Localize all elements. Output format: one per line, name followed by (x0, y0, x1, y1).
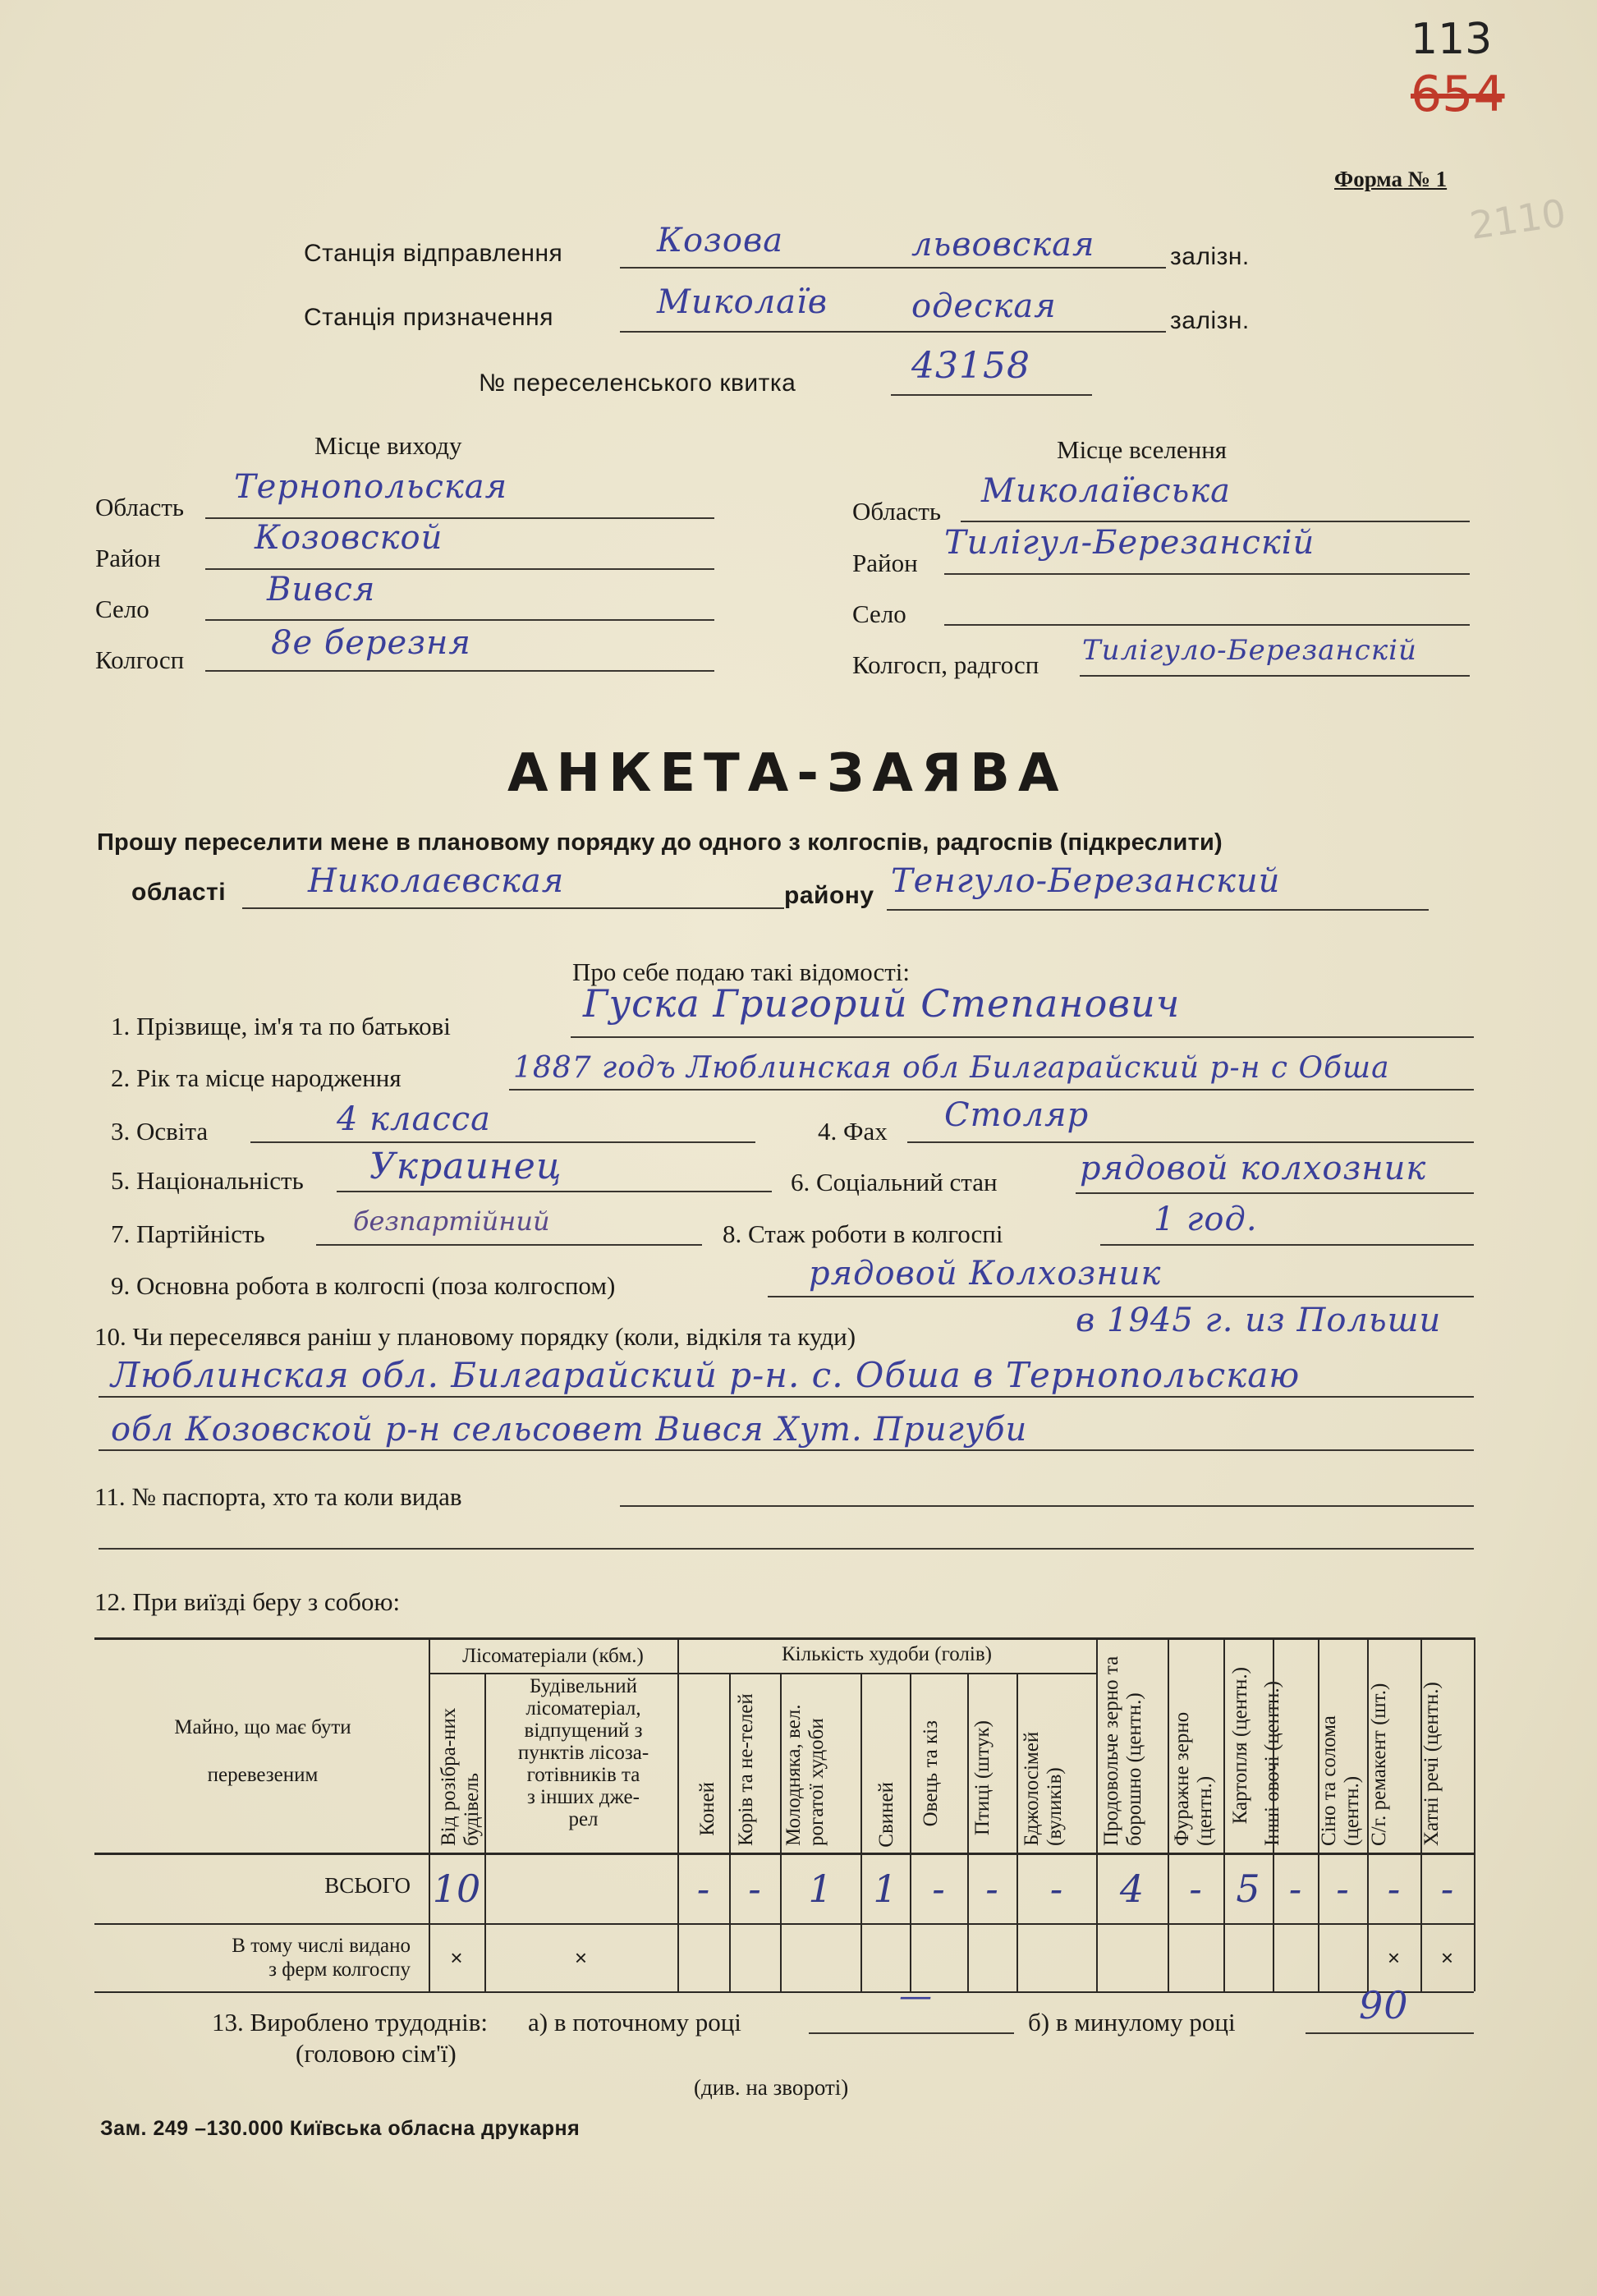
origin-kolhosp-line (205, 670, 714, 672)
table-column-divider (729, 1673, 731, 1991)
table-row-issued-line2: з ферм колгоспу (268, 1958, 411, 1981)
destination-heading: Місце вселення (1057, 435, 1228, 464)
departure-station-line (620, 267, 1166, 269)
archive-number-crossed: 654 (1411, 66, 1505, 123)
origin-heading: Місце виходу (314, 431, 462, 460)
table-total-cell: - (1288, 1867, 1302, 1911)
field-4-line (907, 1141, 1474, 1143)
table-row-issued-line1: В тому числі видано (232, 1935, 411, 1957)
table-column-divider (860, 1673, 862, 1991)
table-top-border (94, 1637, 1474, 1640)
table-row-header (99, 1704, 427, 1799)
destination-selo-label: Село (852, 599, 906, 628)
destination-raion-label: Район (852, 549, 918, 577)
table-col-inventory: С/г. ремакент (шт.) (1368, 1683, 1390, 1846)
table-group-lumber: Лісоматеріали (кбм.) (462, 1645, 644, 1667)
table-column-divider (1223, 1637, 1225, 1991)
table-col-pigs: Свиней (875, 1782, 897, 1848)
origin-oblast-label: Область (95, 493, 185, 521)
request-raion-value: Тенгуло-Березанский (891, 862, 1281, 900)
table-total-cell: 1 (873, 1867, 897, 1911)
table-column-divider (780, 1673, 782, 1991)
workdays-previous-line (1306, 2032, 1474, 2034)
field-2-label: 2. Рік та місце народження (111, 1063, 402, 1092)
field-9-label: 9. Основна робота в колгоспі (поза колгоспом) (111, 1271, 616, 1300)
origin-raion-value: Козовской (255, 519, 443, 557)
ticket-label: № переселенського квитка (479, 370, 796, 397)
table-column-divider (1168, 1637, 1169, 1991)
table-row-header-line2: перевезеним (207, 1764, 319, 1786)
field-8-value: 1 год. (1154, 1201, 1258, 1238)
table-col-lumber-building-5: готівників та (526, 1764, 640, 1786)
field-3-value: 4 класса (337, 1100, 492, 1138)
field-6-label: 6. Соціальний стан (791, 1168, 998, 1196)
field-1-label: 1. Прізвище, ім'я та по батькові (111, 1012, 451, 1040)
field-1-line (571, 1036, 1474, 1038)
page-title: АНКЕТА-ЗАЯВА (507, 743, 1067, 804)
table-column-divider (677, 1637, 679, 1991)
table-group-livestock-underline (677, 1673, 1096, 1674)
table-col-food-grain: Продовольче зерно та борошно (центн.) (1100, 1655, 1145, 1846)
table-total-cell: - (1049, 1867, 1063, 1911)
field-7-label: 7. Партійність (111, 1219, 265, 1248)
origin-selo-value: Вився (267, 571, 376, 608)
table-row-total-label: ВСЬОГО (324, 1873, 411, 1898)
info-heading: Про себе подаю такі відомості: (572, 957, 911, 986)
table-column-divider (1096, 1637, 1098, 1991)
table-col-cows: Корів та не-телей (735, 1693, 757, 1846)
table-column-divider (1318, 1637, 1319, 1991)
table-col-hay: Сіно та солома (центн.) (1318, 1715, 1363, 1846)
field-2-line (509, 1089, 1474, 1091)
table-col-lumber-building-3: відпущений з (524, 1720, 643, 1742)
field-6-line (1076, 1192, 1474, 1194)
table-col-vegetables: Інші овочі (центн.) (1261, 1681, 1283, 1846)
departure-railway-value: львовская (911, 226, 1095, 264)
table-group-livestock: Кількість худоби (голів) (782, 1643, 992, 1665)
table-row-header-line1: Майно, що має бути (174, 1716, 351, 1738)
origin-kolhosp-label: Колгосп (95, 645, 185, 674)
field-11-line-1 (620, 1505, 1474, 1507)
workdays-label-2: (головою сім'ї) (296, 2039, 457, 2068)
table-col-lumber-building-4: пунктів лісоза- (517, 1742, 649, 1764)
table-total-cell: - (1387, 1867, 1401, 1911)
field-4-value: Столяр (944, 1096, 1090, 1134)
field-11-label: 11. № паспорта, хто та коли видав (94, 1482, 462, 1511)
destination-railway-suffix: залізн. (1170, 307, 1250, 334)
table-col-sheep: Овець та кіз (920, 1720, 942, 1827)
destination-station-label: Станція призначення (304, 304, 553, 331)
destination-station-value: Миколаїв (657, 283, 828, 321)
table-col-lumber-demolition: Від розібра-них будівель (438, 1707, 483, 1846)
destination-raion-line (944, 573, 1470, 575)
field-2-value: 1887 годъ Люблинская обл Билгарайский р-н с Обша (513, 1051, 1390, 1085)
origin-selo-line (205, 619, 714, 621)
table-col-lumber-building (491, 1675, 676, 1830)
field-12-label: 12. При виїзді беру з собою: (94, 1587, 401, 1616)
table-total-cell: 4 (1119, 1867, 1145, 1911)
table-total-cell: 1 (808, 1867, 833, 1911)
see-reverse: (див. на звороті) (694, 2075, 849, 2100)
field-8-label: 8. Стаж роботи в колгоспі (723, 1219, 1003, 1248)
field-5-label: 5. Національність (111, 1166, 304, 1195)
field-4-label: 4. Фах (818, 1117, 888, 1146)
destination-selo-line (944, 624, 1470, 626)
table-total-cell: - (696, 1867, 710, 1911)
request-oblast-value: Николаєвская (308, 862, 565, 900)
field-9-value: рядовой Колхозник (809, 1255, 1162, 1293)
table-issued-cell: × (1440, 1945, 1454, 1970)
archive-number: 113 (1411, 15, 1493, 64)
table-column-divider (1474, 1637, 1475, 1991)
table-issued-cell: × (1387, 1945, 1401, 1970)
table-column-divider (1273, 1637, 1274, 1991)
table-issued-cell: × (450, 1945, 463, 1970)
table-column-divider (967, 1673, 969, 1991)
origin-selo-label: Село (95, 595, 149, 623)
field-10-value-line3: обл Козовской р-н сельсовет Вився Хут. Пригуби (111, 1411, 1028, 1449)
field-6-value: рядовой колхозник (1080, 1150, 1427, 1187)
destination-raion-value: Тилігул-Березанскій (944, 524, 1315, 562)
workdays-current-value: — (899, 1977, 933, 2015)
field-10-value-line2: Люблинская обл. Билгарайский р-н. с. Обша в Тернопольскаю (111, 1355, 1301, 1395)
destination-kolhosp-value: Тилігуло-Березанскій (1082, 634, 1417, 667)
workdays-label-1: 13. Вироблено трудоднів: (212, 2008, 489, 2037)
table-row-issued-label (99, 1934, 427, 1981)
destination-kolhosp-line (1080, 675, 1470, 677)
table-total-cell: 10 (432, 1867, 481, 1911)
field-10-line-2 (99, 1449, 1474, 1451)
destination-oblast-value: Миколаївська (981, 472, 1231, 510)
destination-railway-value: одеская (911, 287, 1057, 325)
departure-station-value: Козова (657, 222, 784, 259)
table-col-household: Хатні речі (центн.) (1420, 1682, 1443, 1846)
archive-side-note: 2110 (1466, 191, 1569, 248)
table-col-horses: Коней (696, 1782, 718, 1836)
table-col-lumber-building-1: Будівельний (529, 1675, 638, 1697)
table-total-cell: - (1189, 1867, 1202, 1911)
printer-note: Зам. 249 –130.000 Київська обласна друкарня (100, 2117, 581, 2140)
request-oblast-line (242, 907, 784, 909)
table-total-row-bottom-border (94, 1923, 1474, 1925)
table-column-divider (910, 1673, 911, 1991)
field-10-line-1 (99, 1396, 1474, 1398)
table-total-cell: - (748, 1867, 761, 1911)
field-7-line (316, 1244, 702, 1246)
field-5-line (337, 1191, 772, 1192)
field-8-line (1100, 1244, 1474, 1246)
destination-oblast-label: Область (852, 497, 942, 526)
workdays-current-line (809, 2032, 1014, 2034)
request-oblast-label: області (131, 879, 227, 906)
destination-station-line (620, 331, 1166, 333)
request-line: Прошу переселити мене в плановому порядку до одного з колгоспів, радгоспів (підкреслити) (97, 829, 1223, 856)
table-col-young: Молодняка, вел. рогатої худоби (782, 1704, 828, 1846)
field-3-line (250, 1141, 755, 1143)
table-total-cell: 5 (1236, 1867, 1260, 1911)
ticket-line (891, 394, 1092, 396)
table-issued-cell: × (574, 1945, 588, 1970)
form-label: Форма № 1 (1334, 167, 1448, 191)
field-7-value: безпартійний (353, 1205, 550, 1237)
table-col-bees: Бджолосімей (вуликів) (1021, 1731, 1066, 1846)
request-raion-label: району (784, 882, 874, 909)
table-group-lumber-underline (429, 1673, 677, 1674)
destination-oblast-line (961, 521, 1470, 522)
field-9-line (768, 1296, 1474, 1297)
field-5-value: Украинец (369, 1146, 562, 1187)
table-col-potatoes: Картопля (центн.) (1229, 1667, 1251, 1825)
table-col-lumber-building-2: лісоматеріал, (525, 1697, 641, 1720)
workdays-previous-value: 90 (1359, 1983, 1409, 2027)
field-1-value: Гуска Григорий Степанович (583, 981, 1181, 1026)
departure-railway-suffix: залізн. (1170, 243, 1250, 270)
table-bottom-border (94, 1991, 1474, 1993)
origin-raion-line (205, 568, 714, 570)
table-col-lumber-building-6: з інших дже- (527, 1786, 640, 1808)
table-col-fodder: Фуражне зерно (центн.) (1171, 1711, 1216, 1846)
ticket-value: 43158 (911, 345, 1030, 387)
request-raion-line (887, 909, 1429, 911)
table-col-lumber-building-7: рел (568, 1808, 599, 1830)
departure-station-label: Станція відправлення (304, 240, 563, 267)
table-total-cell: - (1336, 1867, 1349, 1911)
workdays-current-label: а) в поточному році (528, 2008, 741, 2037)
field-10-value-line1: в 1945 г. из Польши (1076, 1302, 1442, 1339)
field-10-label: 10. Чи переселявся раніш у плановому порядку (коли, відкіля та куди) (94, 1322, 856, 1351)
origin-kolhosp-value: 8е березня (271, 624, 471, 662)
table-col-birds: Птиці (штук) (971, 1720, 994, 1836)
destination-kolhosp-label: Колгосп, радгосп (852, 650, 1039, 679)
table-column-divider (1016, 1673, 1018, 1991)
table-total-cell: - (932, 1867, 945, 1911)
table-total-cell: - (1440, 1867, 1454, 1911)
field-3-label: 3. Освіта (111, 1117, 209, 1146)
table-total-cell: - (985, 1867, 998, 1911)
field-11-line-2 (99, 1548, 1474, 1550)
workdays-previous-label: б) в минулому році (1028, 2008, 1236, 2037)
origin-oblast-value: Тернопольская (234, 468, 508, 506)
origin-raion-label: Район (95, 544, 161, 572)
